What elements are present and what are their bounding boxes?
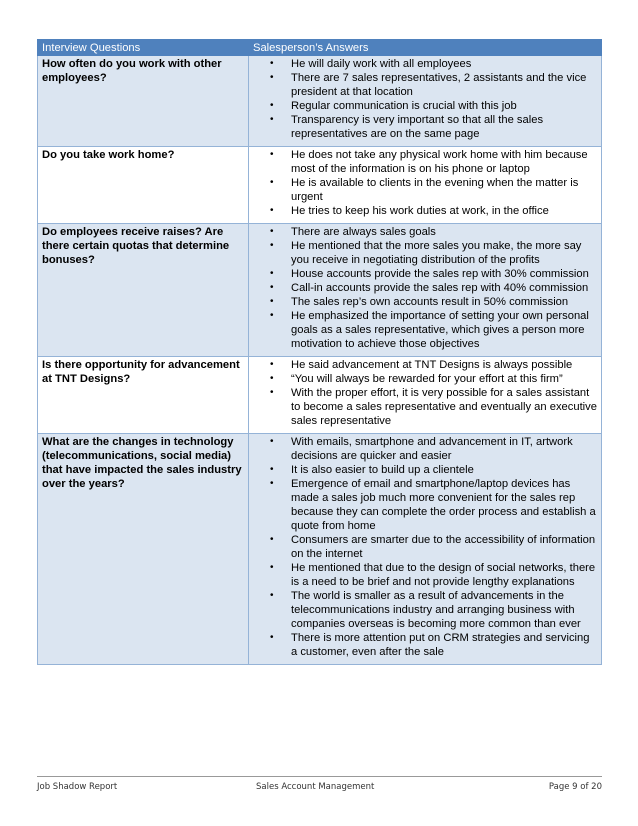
bullet-icon: •: [270, 562, 274, 573]
footer-page-number: Page 9 of 20: [548, 782, 602, 792]
bullet-icon: •: [270, 310, 274, 321]
list-item: [253, 113, 597, 141]
answer-text: He does not take any physical work home with him because most of the information is on his phone or laptop: [291, 149, 588, 175]
list-item: [253, 372, 597, 386]
list-item: [253, 561, 597, 589]
list-item: [253, 309, 597, 351]
answer-list: [253, 148, 597, 218]
bullet-icon: •: [270, 534, 274, 545]
question-cell: How often do you work with other employees?: [38, 56, 249, 147]
answers-cell: [249, 434, 602, 665]
answer-text: There are 7 sales representatives, 2 assistants and the vice president at that location: [291, 72, 587, 98]
list-item: [253, 57, 597, 71]
answer-text: He said advancement at TNT Designs is always possible: [291, 359, 573, 371]
table-row: [38, 434, 602, 665]
answer-text: There is more attention put on CRM strategies and servicing a customer, even after the sale: [291, 632, 590, 658]
list-item: [253, 281, 597, 295]
footer-report-title: Job Shadow Report: [37, 782, 118, 792]
answer-text: Regular communication is crucial with this job: [291, 100, 517, 112]
list-item: [253, 204, 597, 218]
list-item: [253, 267, 597, 281]
list-item: [253, 148, 597, 176]
bullet-icon: •: [270, 240, 274, 251]
table-row: [38, 56, 602, 147]
answer-text: With the proper effort, it is very possible for a sales assistant to become a sales representative and eventually an executive sales representative: [291, 387, 597, 427]
bullet-icon: •: [270, 149, 274, 160]
question-cell: Do employees receive raises? Are there certain quotas that determine bonuses?: [38, 224, 249, 357]
answer-list: [253, 57, 597, 141]
answer-list: [253, 358, 597, 428]
answers-cell: [249, 56, 602, 147]
bullet-icon: •: [270, 205, 274, 216]
answer-text: The sales rep’s own accounts result in 50% commission: [291, 296, 569, 308]
list-item: [253, 295, 597, 309]
bullet-icon: •: [270, 282, 274, 293]
answer-text: “You will always be rewarded for your effort at this firm”: [291, 373, 563, 385]
question-cell: What are the changes in technology (telecommunications, social media) that have impacted the sales industry over the years?: [38, 434, 249, 665]
bullet-icon: •: [270, 387, 274, 398]
bullet-icon: •: [270, 590, 274, 601]
answer-text: He emphasized the importance of setting your own personal goals as a sales representative, which gives a person more motivation to achieve those objectives: [291, 310, 589, 350]
footer-course-name: Sales Account Management: [256, 782, 375, 792]
bullet-icon: •: [270, 373, 274, 384]
answer-text: He will daily work with all employees: [291, 58, 472, 70]
answer-text: He is available to clients in the evening when the matter is urgent: [291, 177, 579, 203]
answer-text: Consumers are smarter due to the accessibility of information on the internet: [291, 534, 596, 560]
bullet-icon: •: [270, 114, 274, 125]
answer-text: With emails, smartphone and advancement in IT, artwork decisions are quicker and easier: [291, 436, 573, 462]
question-cell: Is there opportunity for advancement at TNT Designs?: [38, 357, 249, 434]
bullet-icon: •: [270, 436, 274, 447]
answers-cell: [249, 357, 602, 434]
table-header-row: [38, 40, 602, 56]
interview-table: [37, 39, 602, 665]
table-body: [38, 56, 602, 665]
answer-list: [253, 225, 597, 351]
list-item: [253, 477, 597, 533]
answer-text: Transparency is very important so that all the sales representatives are on the same page: [291, 114, 544, 140]
list-item: [253, 435, 597, 463]
bullet-icon: •: [270, 632, 274, 643]
bullet-icon: •: [270, 296, 274, 307]
answers-cell: [249, 147, 602, 224]
page-footer: [37, 776, 602, 792]
answer-text: The world is smaller as a result of advancements in the telecommunications industry and arranging business with companies overseas is becoming more common than ever: [291, 590, 581, 630]
bullet-icon: •: [270, 72, 274, 83]
header-questions: Interview Questions: [38, 40, 249, 56]
table-row: [38, 147, 602, 224]
answer-text: He mentioned that due to the design of social networks, there is a need to be brief and not provide lengthy explanations: [291, 562, 596, 588]
bullet-icon: •: [270, 58, 274, 69]
list-item: [253, 99, 597, 113]
answer-text: Emergence of email and smartphone/laptop devices has made a sales job much more convenient for the sales rep because they can complete the order process and establish a quote from home: [291, 478, 596, 532]
list-item: [253, 358, 597, 372]
header-answers: Salesperson’s Answers: [249, 40, 602, 56]
answer-text: Call-in accounts provide the sales rep with 40% commission: [291, 282, 589, 294]
bullet-icon: •: [270, 100, 274, 111]
answer-text: He mentioned that the more sales you make, the more say you receive in negotiating distribution of the profits: [291, 240, 582, 266]
list-item: [253, 463, 597, 477]
answer-text: There are always sales goals: [291, 226, 436, 238]
list-item: [253, 533, 597, 561]
answer-list: [253, 435, 597, 659]
answer-text: It is also easier to build up a clientele: [291, 464, 474, 476]
bullet-icon: •: [270, 478, 274, 489]
list-item: [253, 386, 597, 428]
bullet-icon: •: [270, 359, 274, 370]
question-cell: Do you take work home?: [38, 147, 249, 224]
list-item: [253, 631, 597, 659]
bullet-icon: •: [270, 177, 274, 188]
answers-cell: [249, 224, 602, 357]
bullet-icon: •: [270, 464, 274, 475]
table-row: [38, 357, 602, 434]
answer-text: House accounts provide the sales rep with 30% commission: [291, 268, 589, 280]
list-item: [253, 225, 597, 239]
answer-text: He tries to keep his work duties at work, in the office: [291, 205, 549, 217]
list-item: [253, 589, 597, 631]
list-item: [253, 71, 597, 99]
list-item: [253, 176, 597, 204]
bullet-icon: •: [270, 268, 274, 279]
table-row: [38, 224, 602, 357]
list-item: [253, 239, 597, 267]
bullet-icon: •: [270, 226, 274, 237]
